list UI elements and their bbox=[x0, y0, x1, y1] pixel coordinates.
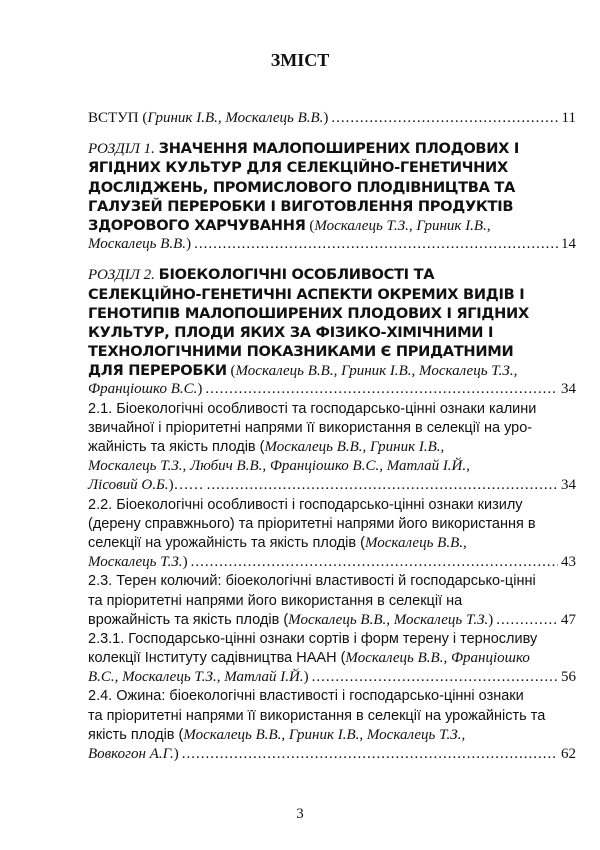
toc-line bbox=[88, 688, 576, 707]
toc-entry bbox=[88, 688, 576, 765]
toc-text: 2.3.1. Господарсько-цінні ознаки сортів і форм терену і терносливу bbox=[88, 630, 538, 647]
toc-line bbox=[88, 286, 576, 305]
toc-heading-text: ЗНАЧЕННЯ МАЛОПОШИРЕНИХ ПЛОДОВИХ І bbox=[158, 140, 520, 158]
toc-authors: Москалець В.В., Гриник І.В., Москалець Т.З., bbox=[235, 363, 518, 380]
toc-text: селекції на урожайність та якість плодів ( bbox=[88, 534, 365, 551]
toc-line bbox=[88, 159, 576, 178]
toc-line bbox=[88, 535, 576, 554]
toc-text: )…… bbox=[168, 477, 204, 494]
toc-authors: Москалець В.В., Гриник І.В., bbox=[264, 439, 445, 455]
toc-text: якість плодів ( bbox=[88, 726, 184, 743]
toc-authors: В.С., Москалець Т.З., Матлай І.Й. bbox=[88, 669, 304, 686]
toc-text: ) bbox=[488, 611, 494, 628]
toc-heading-text: ГАЛУЗЕЙ ПЕРЕРОБКИ І ВИГОТОВЛЕННЯ ПРОДУКТІВ bbox=[88, 197, 514, 215]
toc-line bbox=[88, 266, 576, 285]
toc-heading-text: ГЕНОТИПІВ МАЛОПОШИРЕНИХ ПЛОДОВИХ І ЯГІДНИХ bbox=[88, 304, 529, 322]
toc-text: 2.4. Ожина: біоекологічні властивості і господарсько-цінні ознаки bbox=[88, 688, 524, 705]
toc-heading-text: ТЕХНОЛОГІЧНИМИ ПОКАЗНИКАМИ Є ПРИДАТНИМИ bbox=[88, 343, 514, 361]
dot-leader bbox=[194, 236, 558, 253]
toc-page-number: 14 bbox=[561, 236, 576, 253]
toc-text: ВСТУП ( bbox=[88, 110, 148, 126]
toc-authors: Франціошко В.С. bbox=[88, 381, 198, 398]
toc-authors: Гриник І.В., Москалець В.В. bbox=[147, 110, 324, 126]
toc-heading-text: КУЛЬТУР, ПЛОДИ ЯКИХ ЗА ФІЗИКО-ХІМІЧНИМИ І bbox=[88, 323, 494, 341]
toc-authors: Москалець В.В., Москалець Т.З. bbox=[288, 611, 489, 628]
toc-heading-text: ЯГІДНИХ КУЛЬТУР ДЛЯ СЕЛЕКЦІЙНО-ГЕНЕТИЧНИХ bbox=[88, 159, 508, 177]
toc-text: ) bbox=[323, 110, 329, 126]
toc-line bbox=[88, 324, 576, 343]
toc-text: ) bbox=[173, 746, 179, 762]
toc-text: врожайність та якість плодів ( bbox=[88, 611, 289, 628]
dot-leader bbox=[207, 477, 558, 494]
dot-leader bbox=[312, 669, 558, 686]
dot-leader bbox=[182, 746, 558, 763]
toc-line bbox=[88, 381, 576, 400]
toc-line bbox=[88, 179, 576, 198]
table-of-contents bbox=[88, 110, 576, 765]
toc-text: та пріоритетні напрями його використання в селекції на bbox=[88, 592, 463, 609]
toc-line bbox=[88, 612, 576, 631]
toc-entry bbox=[88, 631, 576, 689]
toc-line bbox=[88, 516, 576, 535]
toc-heading-text: ДЛЯ ПЕРЕРОБКИ bbox=[88, 362, 227, 380]
page-number: 3 bbox=[296, 806, 304, 822]
toc-text: ) bbox=[303, 669, 309, 686]
toc-heading-text: БІОЕКОЛОГІЧНІ ОСОБЛИВОСТІ ТА bbox=[158, 266, 435, 284]
toc-line bbox=[88, 573, 576, 592]
toc-line bbox=[88, 140, 576, 159]
toc-entry bbox=[88, 401, 576, 497]
toc-text: звичайної і пріоритетні напрями її використання в селекції на уро- bbox=[88, 419, 533, 436]
toc-line bbox=[88, 439, 576, 458]
toc-line bbox=[88, 554, 576, 573]
toc-text: жайність та якість плодів ( bbox=[88, 439, 265, 455]
dot-leader bbox=[205, 381, 558, 398]
toc-authors: Москалець В.В., bbox=[364, 534, 467, 551]
toc-line bbox=[88, 477, 576, 496]
toc-page-number: 34 bbox=[561, 477, 576, 494]
toc-authors: Москалець Т.З., Любич В.В., Франціошко В.С., Матлай І.Й., bbox=[88, 458, 470, 475]
toc-authors: Москалець Т.З. bbox=[88, 554, 183, 571]
toc-text: (дерену справжнього) та пріоритетні напрями його використання в bbox=[88, 515, 536, 532]
toc-text: 2.2. Біоекологічні особливості і господарсько-цінні ознаки кизилу bbox=[88, 496, 523, 513]
toc-line bbox=[88, 305, 576, 324]
toc-line bbox=[88, 497, 576, 516]
toc-line bbox=[88, 343, 576, 362]
toc-line bbox=[88, 420, 576, 439]
toc-authors: Лісовий О.Б. bbox=[88, 477, 169, 494]
toc-heading-text: ЗДОРОВОГО ХАРЧУВАННЯ bbox=[88, 216, 306, 234]
toc-text: ( bbox=[305, 217, 315, 234]
toc-page-number: 62 bbox=[561, 746, 576, 762]
toc-page-number: 34 bbox=[561, 381, 576, 398]
toc-entry bbox=[88, 110, 576, 129]
toc-text: ) bbox=[197, 381, 203, 398]
toc-page-number: 43 bbox=[561, 554, 576, 571]
toc-line bbox=[88, 631, 576, 650]
toc-line bbox=[88, 708, 576, 727]
dot-leader bbox=[496, 612, 558, 629]
toc-line bbox=[88, 650, 576, 669]
toc-authors: Москалець В.В., Гриник І.В., Москалець Т.З., bbox=[183, 726, 466, 743]
toc-text: ) bbox=[186, 236, 192, 253]
toc-authors: Вовкогон А.Г. bbox=[88, 746, 174, 762]
toc-heading-text: ДОСЛІДЖЕНЬ, ПРОМИСЛОВОГО ПЛОДІВНИЦТВА ТА bbox=[88, 178, 516, 196]
toc-line bbox=[88, 110, 576, 129]
toc-entry bbox=[88, 140, 576, 255]
page-title: ЗМІСТ bbox=[270, 50, 330, 70]
toc-line bbox=[88, 217, 576, 236]
toc-text: ) bbox=[182, 554, 188, 571]
toc-line bbox=[88, 458, 576, 477]
toc-entry bbox=[88, 266, 576, 400]
toc-line bbox=[88, 362, 576, 381]
dot-leader bbox=[331, 110, 558, 127]
toc-authors: РОЗДІЛ 2. bbox=[88, 267, 159, 284]
toc-text: 2.3. Терен колючий: біоекологічні властивості й господарсько-цінні bbox=[88, 573, 536, 590]
toc-heading-text: СЕЛЕКЦІЙНО-ГЕНЕТИЧНІ АСПЕКТИ ОКРЕМИХ ВИДІВ І bbox=[88, 285, 525, 303]
toc-page-number: 11 bbox=[561, 110, 576, 126]
toc-line bbox=[88, 746, 576, 765]
toc-line bbox=[88, 401, 576, 420]
toc-authors: Москалець В.В. bbox=[88, 236, 187, 253]
toc-line bbox=[88, 593, 576, 612]
dot-leader bbox=[191, 554, 558, 571]
toc-authors: Москалець Т.З., Гриник І.В., bbox=[314, 217, 491, 234]
toc-entry bbox=[88, 573, 576, 631]
toc-authors: РОЗДІЛ 1. bbox=[88, 141, 159, 158]
toc-authors: Москалець В.В., Франціошко bbox=[345, 650, 530, 667]
toc-text: ( bbox=[226, 363, 236, 380]
toc-text: колекції Інституту садівництва НААН ( bbox=[88, 650, 346, 667]
toc-text: 2.1. Біоекологічні особливості та господарсько-цінні ознаки калини bbox=[88, 400, 537, 417]
toc-line bbox=[88, 727, 576, 746]
toc-page-number: 47 bbox=[561, 611, 576, 628]
toc-entry bbox=[88, 497, 576, 574]
toc-text: та пріоритетні напрями її використання в селекції на урожайність та bbox=[88, 707, 546, 724]
toc-line bbox=[88, 669, 576, 688]
toc-line bbox=[88, 198, 576, 217]
toc-line bbox=[88, 236, 576, 255]
toc-page-number: 56 bbox=[561, 669, 576, 686]
